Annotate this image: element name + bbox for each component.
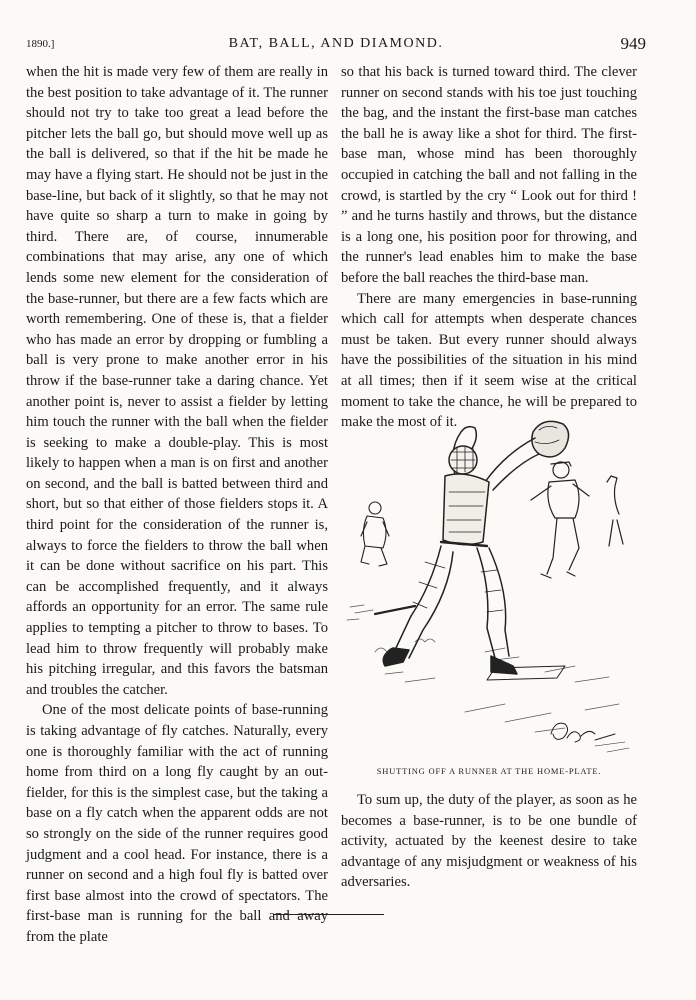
right-paragraph-3: To sum up, the duty of the player, as soon as he becomes a base-runner, is to be one bundle of activity, actuated by the keenest desire to take advantage of any misjudgment or weakness of his adversaries. <box>341 792 637 891</box>
artist-signature <box>551 723 629 752</box>
left-paragraph-1: when the hit is made very few of them are really in the best position to take advantage of it. The runner should not try to take too great a lead before the pitcher lets the ball go, but should move well up as the ball is delivered, so that if the hit be made he may have a flying start. He should not be just in the base-line, but back of it slightly, so that he may not have quite so sharp a turn to make in going by third. There are, of course, innumerable combinations that may arise, any one of which lends some new element for the consideration of the base-runner, but there are a few facts which are worth remembering. One of these is, that a fielder who has made an error by dropping or fumbling a ball is very prone to make another error in his throw if the base-runner take a daring chance. Yet another point is, never to assist a fielder by letting him touch the runner with the ball when the fielder is seeking to make a double-play. This is most likely to happen when a man is on first and another on second, and the ball is batted between third and short, but so that either of those fielders stops it. A third point for the consideration of the runner is, always to force the fielders to throw the ball when it can be done without sacrifice on his part. This can be accomplished frequently, and it always affords an opportunity for an error. The same rule applies to tempting a pitcher to throw to bases. To lead him to throw frequently will probably make his pitching irregular, and this favors the batsman and troubles the catcher. <box>26 64 328 698</box>
illustration-catcher-at-home-plate <box>345 412 635 764</box>
right-column-top <box>341 62 637 433</box>
right-paragraph-1: so that his back is turned toward third. The clever runner on second stands with his toe just touching the bag, and the instant the first-base man catches the ball he is away like a shot for third. The first-base man, whose mind has been thoroughly occupied in catching the ball and not falling in the crowd, is startled by the cry “ Look out for third ! ” and he turns hastily and throws, but the distance is a long one, his position poor for throwing, and the runner's lead enables him to make the base before the ball reaches the third-base man. <box>341 64 637 286</box>
figure-caption: SHUTTING OFF A RUNNER AT THE HOME-PLATE. <box>376 766 602 776</box>
dropped-bat <box>375 606 415 614</box>
left-paragraph-2: One of the most delicate points of base-running is taking advantage of fly catches. Naturally, every one is thoroughly familiar with the act of running home from third on a long fly caught by an out-fielder, for this is the simplest case, but the taking a base on a fly catch when the apparent odds are not so strongly on the side of the runner requires good judgment and a cool head. For instance, there is a runner on second and a high foul fly is batted over first base almost into the crowd of spectators. The first-base man is running for the ball and away from the plate <box>26 702 328 945</box>
catcher-figure <box>383 421 568 674</box>
ground-shading <box>347 605 619 732</box>
right-paragraph-2: There are many emergencies in base-running which call for attempts when desperate chances must be taken. But every runner should always have the possibilities of the situation in his mind at all times; then if it seem wise at the critical moment to take the chance, he will be prepared to make the most of it. <box>341 290 637 431</box>
article-title: BAT, BALL, AND DIAMOND. <box>228 36 444 51</box>
end-of-article-rule <box>274 914 384 915</box>
right-column-bottom <box>341 790 637 893</box>
approaching-runner <box>531 462 623 578</box>
left-column <box>26 62 328 948</box>
background-fielder <box>361 502 389 566</box>
page-number: 949 <box>620 34 646 53</box>
running-head <box>26 34 646 56</box>
issue-date: 1890.] <box>26 38 55 50</box>
